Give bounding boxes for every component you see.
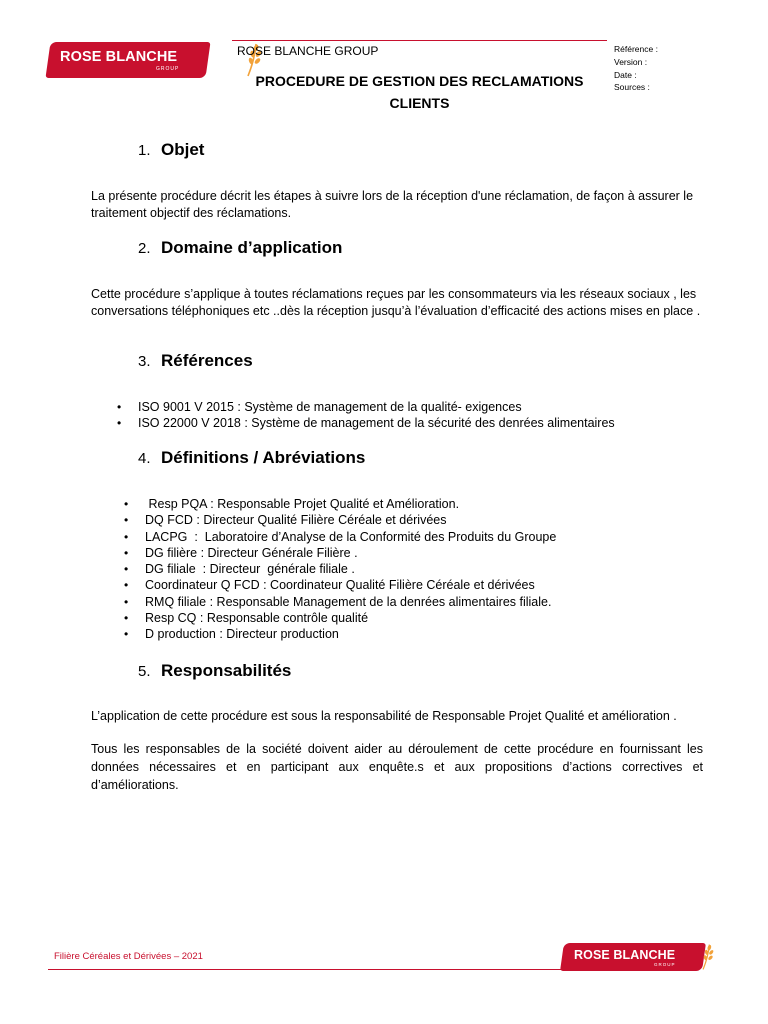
rose-blanche-logo xyxy=(48,42,214,78)
list-item: • Resp CQ : Responsable contrôle qualité xyxy=(145,610,556,626)
list-item: • DQ FCD : Directeur Qualité Filière Céréale et dérivées xyxy=(145,512,556,528)
section-heading-definitions xyxy=(138,448,365,468)
list-item: • ISO 9001 V 2015 : Système de management de la qualité- exigences xyxy=(138,399,615,415)
section-heading-domaine xyxy=(138,238,342,258)
definitions-list xyxy=(145,496,556,643)
procedure-title-line2: CLIENTS xyxy=(389,95,450,111)
section-title: Définitions / Abréviations xyxy=(161,448,366,467)
group-name: ROSE BLANCHE GROUP xyxy=(237,44,379,58)
list-item: • D production : Directeur production xyxy=(145,626,556,642)
references-list xyxy=(138,399,615,432)
list-item: • RMQ filiale : Responsable Management de la denrées alimentaires filiale. xyxy=(145,594,556,610)
section-title: Objet xyxy=(161,140,205,159)
section-heading-objet xyxy=(138,140,204,160)
meta-version: Version : xyxy=(614,56,648,67)
section-title: Domaine d’application xyxy=(161,238,343,257)
logo-text: ROSE BLANCHE xyxy=(574,948,676,962)
footer-rule xyxy=(48,969,562,970)
footer-logo xyxy=(562,943,714,971)
section-body-responsabilites-2: Tous les responsables de la société doivent aider au déroulement de cette procédure en fournissant les données nécessaires et en participant aux enquête.s et aux propositions d’actions correctives et d’améliorations. xyxy=(91,742,703,792)
footer-text: Filière Céréales et Dérivées – 2021 xyxy=(54,951,203,962)
list-item: • Resp PQA : Responsable Projet Qualité et Amélioration. xyxy=(145,496,556,512)
wheat-icon xyxy=(700,943,714,971)
section-heading-responsabilites xyxy=(138,661,291,681)
list-item: • DG filiale : Directeur générale filiale . xyxy=(145,561,556,577)
section-body-domaine: Cette procédure s’applique à toutes réclamations reçues par les consommateurs via les réseaux sociaux , les conversations téléphoniques etc ..dès la réception jusqu’à l’évaluation d’efficacité des actions mises en place . xyxy=(91,287,701,318)
document-meta xyxy=(614,43,658,94)
section-number: 4. xyxy=(138,450,151,467)
section-title: Responsabilités xyxy=(161,661,292,680)
list-item: • LACPG : Laboratoire d’Analyse de la Conformité des Produits du Groupe xyxy=(145,529,556,545)
list-item: • ISO 22000 V 2018 : Système de management de la sécurité des denrées alimentaires xyxy=(138,415,615,431)
list-item: • DG filière : Directeur Générale Filière . xyxy=(145,545,556,561)
meta-reference: Référence : xyxy=(614,44,658,54)
meta-date: Date : xyxy=(614,69,637,80)
section-title: Références xyxy=(161,351,253,370)
procedure-title xyxy=(232,70,607,114)
meta-sources: Sources : xyxy=(614,82,650,93)
header-rule xyxy=(232,40,607,41)
section-number: 5. xyxy=(138,663,151,680)
section-number: 3. xyxy=(138,353,151,370)
logo-subtext: GROUP xyxy=(654,962,676,967)
section-number: 2. xyxy=(138,240,151,257)
section-number: 1. xyxy=(138,142,151,159)
logo-subtext: GROUP xyxy=(156,66,180,72)
section-heading-references xyxy=(138,351,253,371)
section-body-responsabilites-1: L’application de cette procédure est sous la responsabilité de Responsable Projet Qualité et amélioration . xyxy=(91,709,677,723)
procedure-title-line1: PROCEDURE DE GESTION DES RECLAMATIONS xyxy=(255,73,584,89)
list-item: • Coordinateur Q FCD : Coordinateur Qualité Filière Céréale et dérivées xyxy=(145,577,556,593)
section-body-objet: La présente procédure décrit les étapes à suivre lors de la réception d'une réclamation, de façon à assurer le traitement objectif des réclamations. xyxy=(91,189,694,220)
logo-text: ROSE BLANCHE xyxy=(60,49,178,65)
